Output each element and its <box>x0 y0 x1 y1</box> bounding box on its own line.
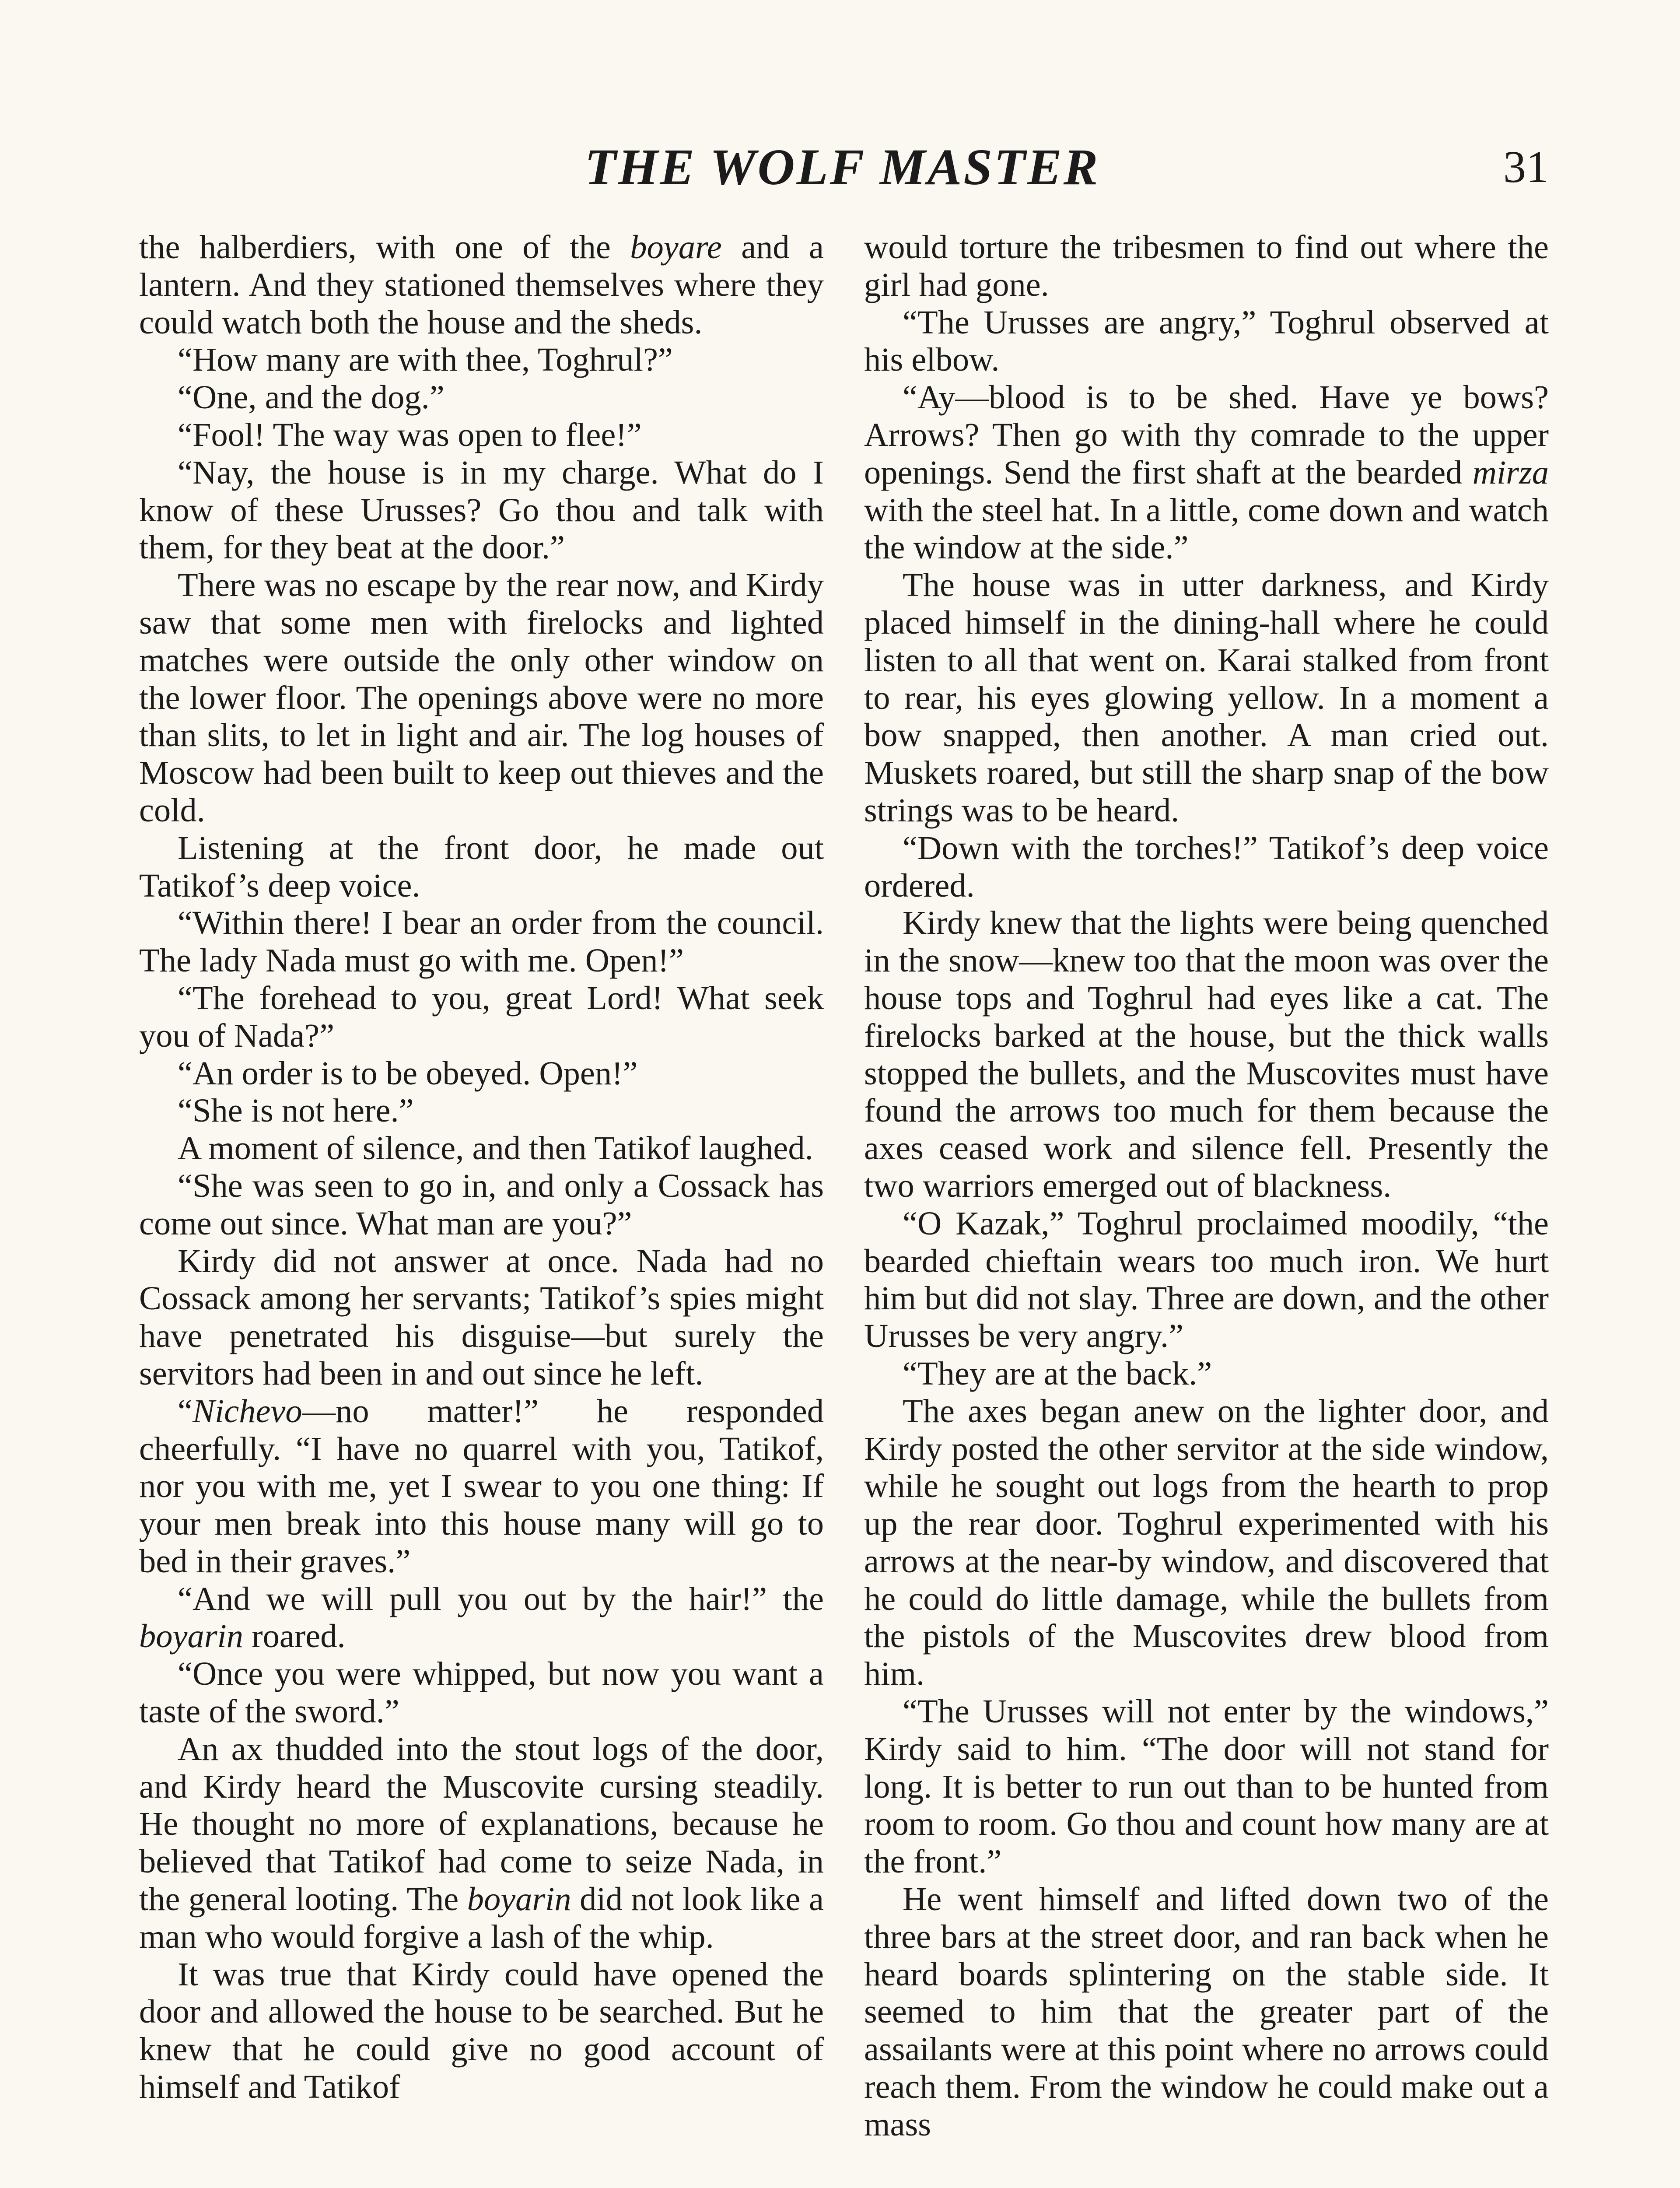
paragraph: “Ay—blood is to be shed. Have ye bows? Arrows? Then go with thy comrade to the upper openings. Send the first shaft at the bearded mirza with the steel hat. In a little, come down and watch the window at the side.” <box>864 379 1549 566</box>
paragraph: A moment of silence, and then Tatikof laughed. <box>178 1129 813 1167</box>
paragraph: “Fool! The way was open to flee!” <box>178 416 642 453</box>
paragraph: Kirdy knew that the lights were being quenched in the snow—knew too that the moon was over the house tops and Toghrul had eyes like a cat. The firelocks barked at the house, but the thick walls stopped the bullets, and the Muscovites must have found the arrows too much for them because the axes ceased work and silence fell. Presently the two warriors emerged out of blackness. <box>864 904 1549 1204</box>
paragraph: “They are at the back.” <box>903 1354 1212 1392</box>
right-text-column <box>864 228 1549 2143</box>
paragraph: The house was in utter darkness, and Kirdy placed himself in the dining-hall where he could listen to all that went on. Karai stalked from front to rear, his eyes glowing yellow. In a moment a bow snapped, then another. A man cried out. Muskets roared, but still the sharp snap of the bow strings was to be heard. <box>864 566 1549 829</box>
paragraph: “She is not here.” <box>178 1092 414 1129</box>
paragraph: The axes began anew on the lighter door, and Kirdy posted the other servitor at the side window, while he sought out logs from the hearth to prop up the rear door. Toghrul experimented with his arrows at the near-by window, and discovered that he could do little damage, while the bullets from the pistols of the Muscovites drew blood from him. <box>864 1392 1549 1693</box>
paragraph: There was no escape by the rear now, and Kirdy saw that some men with firelocks and lighted matches were outside the only other window on the lower floor. The openings above were no more than slits, to let in light and air. The log houses of Moscow had been built to keep out thieves and the cold. <box>139 566 824 829</box>
paragraph: Kirdy did not answer at once. Nada had no Cossack among her servants; Tatikof’s spies might have penetrated his disguise—but surely the servitors had been in and out since he left. <box>139 1242 824 1392</box>
paragraph: the halberdiers, with one of the boyare and a lantern. And they stationed themselves where they could watch both the house and the sheds. <box>139 228 824 341</box>
paragraph: An ax thudded into the stout logs of the door, and Kirdy heard the Muscovite cursing steadily. He thought no more of explanations, because he believed that Tatikof had come to seize Nada, in the general looting. The boyarin did not look like a man who would forgive a lash of the whip. <box>139 1730 824 1955</box>
running-header <box>136 137 1549 198</box>
paragraph: “One, and the dog.” <box>178 379 444 416</box>
paragraph: “Within there! I bear an order from the council. The lady Nada must go with me. Open!” <box>139 904 824 979</box>
paragraph: It was true that Kirdy could have opened the door and allowed the house to be searched. But he knew that he could give no good account of himself and Tatikof <box>139 1955 824 2106</box>
left-text-column <box>139 228 824 2106</box>
paragraph: “Nichevo—no matter!” he responded cheerfully. “I have no quarrel with you, Tatikof, nor you with me, yet I swear to you one thing: If your men break into this house many will go to bed in their graves.” <box>139 1392 824 1580</box>
paragraph: “And we will pull you out by the hair!” the boyarin roared. <box>139 1580 824 1655</box>
paragraph: “An order is to be obeyed. Open!” <box>178 1054 638 1092</box>
paragraph: “The forehead to you, great Lord! What seek you of Nada?” <box>139 979 824 1054</box>
paragraph: would torture the tribesmen to find out where the girl had gone. <box>864 228 1549 303</box>
paragraph: “O Kazak,” Toghrul proclaimed moodily, “the bearded chieftain wears too much iron. We hurt him but did not slay. Three are down, and the other Urusses be very angry.” <box>864 1204 1549 1355</box>
paragraph: “Nay, the house is in my charge. What do I know of these Urusses? Go thou and talk with them, for they beat at the door.” <box>139 453 824 566</box>
paragraph: “Down with the torches!” Tatikof’s deep voice ordered. <box>864 829 1549 904</box>
paragraph: He went himself and lifted down two of the three bars at the street door, and ran back when he heard boards splintering on the stable side. It seemed to him that the greater part of the assailants were at this point where no arrows could reach them. From the window he could make out a mass <box>864 1880 1549 2143</box>
paragraph: “The Urusses are angry,” Toghrul observed at his elbow. <box>864 303 1549 379</box>
page-number: 31 <box>1503 142 1549 192</box>
paragraph: “How many are with thee, Toghrul?” <box>178 341 673 379</box>
paragraph: “Once you were whipped, but now you want a taste of the sword.” <box>139 1655 824 1730</box>
paragraph: “The Urusses will not enter by the windows,” Kirdy said to him. “The door will not stand for long. It is better to run out than to be hunted from room to room. Go thou and count how many are at the front.” <box>864 1693 1549 1880</box>
paragraph: “She was seen to go in, and only a Cossack has come out since. What man are you?” <box>139 1167 824 1242</box>
paragraph: Listening at the front door, he made out Tatikof’s deep voice. <box>139 829 824 904</box>
running-title: THE WOLF MASTER <box>584 138 1100 196</box>
